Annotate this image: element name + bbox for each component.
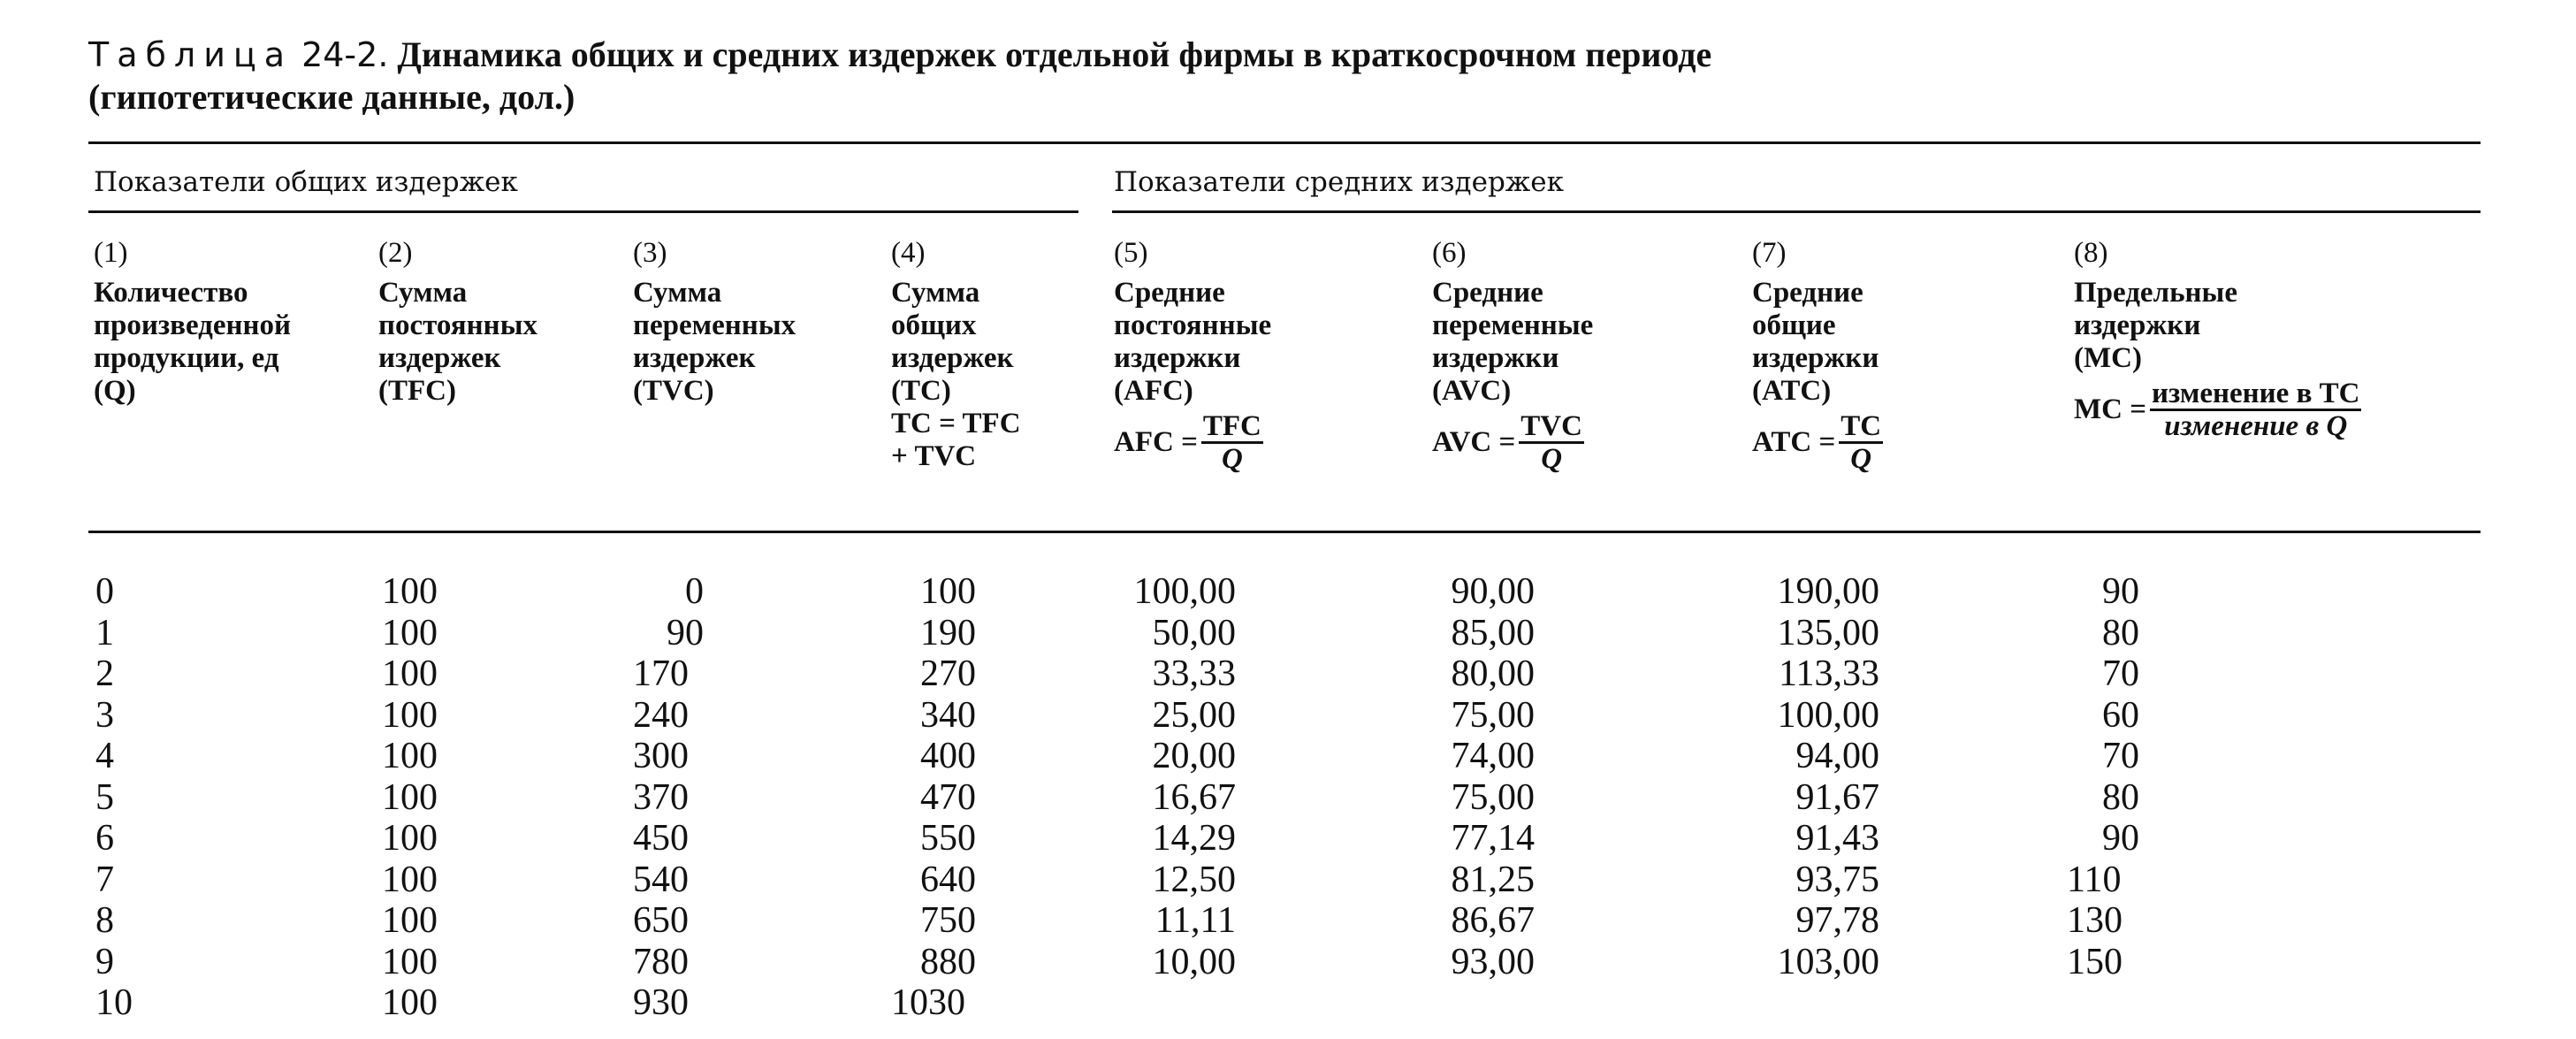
table-cell: 25,00 [1152,694,1236,736]
table-cell: 80 [2102,612,2139,653]
column-header-7: (7) Средние общие издержки (ATC) ATC = $\frac{TC}{Q}$ [1752,237,1882,475]
table-cell: 4 [95,736,114,776]
table-cell: 91,67 [1795,776,1879,818]
table-cell: 2 [95,653,114,694]
table-cell: 1030 [891,982,965,1023]
table-cell: 100 [382,982,438,1023]
table-cell: 130 [2067,900,2123,941]
table-cell: 3 [95,694,114,736]
table-cell: 7 [95,859,114,900]
table-cell: 340 [920,694,976,736]
table-cell: 150 [2067,941,2123,982]
table-cell: 86,67 [1451,900,1535,941]
group-rule-total [88,210,1078,213]
table-cell: 640 [920,859,976,900]
table-caption [88,34,1711,118]
table-cell: 12,50 [1152,859,1236,900]
header-bottom-rule [88,531,2481,533]
table-cell: 90 [2102,818,2139,859]
table-cell: 100 [382,900,438,941]
table-cell: 10 [95,982,133,1023]
table-cell: 77,14 [1451,818,1535,859]
table-cell: 190,00 [1777,571,1879,612]
group-total-costs: Показатели общих издержек [94,166,518,198]
mc-formula: MC = $\frac{\text{изменение в TC}}{\text{изменение в Q}}$ [2074,378,2360,442]
table-cell: 9 [95,941,114,982]
table-cell: 780 [633,941,689,982]
table-cell: 75,00 [1451,694,1535,736]
table-cell: 5 [95,776,114,818]
table-cell: 100 [920,571,976,612]
column-header-4: (4) Сумма общих издержек (TC) TC = TFC + TVC [891,237,1021,472]
column-header-1: (1) Количество произведенной продукции, ед (Q) [94,237,292,407]
table-cell: 540 [633,859,689,900]
column-header-8: (8) Предельные издержки (MC) MC = $\frac{\text{изменение в TC}}{\text{изменение в Q}}$ [2074,237,2360,442]
table-cell: 97,78 [1795,900,1879,941]
table-cell: 94,00 [1795,736,1879,776]
table-cell: 0 [95,571,114,612]
afc-formula: AFC = $\frac{\text{TFC}}{Q}$ [1114,410,1261,475]
table-cell: 14,29 [1152,818,1236,859]
top-rule [88,141,2481,144]
table-cell: 50,00 [1152,612,1236,653]
table-cell: 6 [95,818,114,859]
table-cell: 16,67 [1152,776,1236,818]
table-cell: 240 [633,694,689,736]
table-cell: 80,00 [1451,653,1535,694]
table-cell: 100 [382,941,438,982]
table-cell: 370 [633,776,689,818]
table-cell: 113,33 [1779,653,1879,694]
column-header-2: (2) Сумма постоянных издержек (TFC) [378,237,537,407]
table-cell: 10,00 [1152,941,1236,982]
table-cell: 60 [2102,694,2139,736]
table-cell: 550 [920,818,976,859]
table-cell: 100 [382,818,438,859]
table-cell: 650 [633,900,689,941]
caption-title-line2: (гипотетические данные, дол.) [88,77,575,117]
table-cell: 1 [95,612,114,653]
table-cell: 110 [2067,859,2122,900]
table-cell: 8 [95,900,114,941]
table-cell: 190 [920,612,976,653]
table-cell: 300 [633,736,689,776]
table-cell: 81,25 [1451,859,1535,900]
table-cell: 450 [633,818,689,859]
table-cell: 33,33 [1152,653,1236,694]
table-cell: 170 [633,653,689,694]
table-cell: 100,00 [1777,694,1879,736]
table-cell: 400 [920,736,976,776]
table-cell: 90,00 [1451,571,1535,612]
table-cell: 11,11 [1155,900,1236,941]
table-cell: 270 [920,653,976,694]
table-cell: 85,00 [1451,612,1535,653]
table-cell: 20,00 [1152,736,1236,776]
table-cell: 90 [2102,571,2139,612]
table-cell: 100 [382,653,438,694]
table-cell: 100 [382,694,438,736]
table-cell: 100 [382,736,438,776]
table-cell: 93,00 [1451,941,1535,982]
caption-label: Таблица [88,35,293,74]
table-cell: 930 [633,982,689,1023]
caption-number: 24-2. [301,35,389,74]
caption-title-line1: Динамика общих и средних издержек отдельной фирмы в краткосрочном периоде [397,34,1712,74]
column-header-6: (6) Средние переменные издержки (AVC) AVC = $\frac{\text{TVC}}{Q}$ [1432,237,1594,475]
table-cell: 90 [667,612,704,653]
table-cell: 80 [2102,776,2139,818]
table-cell: 70 [2102,653,2139,694]
column-header-5: (5) Средние постоянные издержки (AFC) AFC = $\frac{\text{TFC}}{Q}$ [1114,237,1272,475]
table-cell: 470 [920,776,976,818]
table-cell: 100,00 [1133,571,1236,612]
table-cell: 100 [382,859,438,900]
group-rule-average [1112,210,2481,213]
group-average-costs: Показатели средних издержек [1114,166,1565,198]
table-cell: 100 [382,571,438,612]
table-cell: 75,00 [1451,776,1535,818]
table-cell: 103,00 [1777,941,1879,982]
tc-formula: TC = TFC + TVC [891,408,1021,472]
table-cell: 70 [2102,736,2139,776]
table-cell: 100 [382,612,438,653]
table-cell: 135,00 [1777,612,1879,653]
table-cell: 91,43 [1795,818,1879,859]
table-cell: 100 [382,776,438,818]
table-cell: 880 [920,941,976,982]
table-cell: 74,00 [1451,736,1535,776]
table-cell: 0 [685,571,704,612]
table-cell: 93,75 [1795,859,1879,900]
avc-formula: AVC = $\frac{\text{TVC}}{Q}$ [1432,410,1582,475]
atc-formula: ATC = $\frac{TC}{Q}$ [1752,410,1882,475]
column-header-3: (3) Сумма переменных издержек (TVC) [633,237,796,407]
table-cell: 750 [920,900,976,941]
